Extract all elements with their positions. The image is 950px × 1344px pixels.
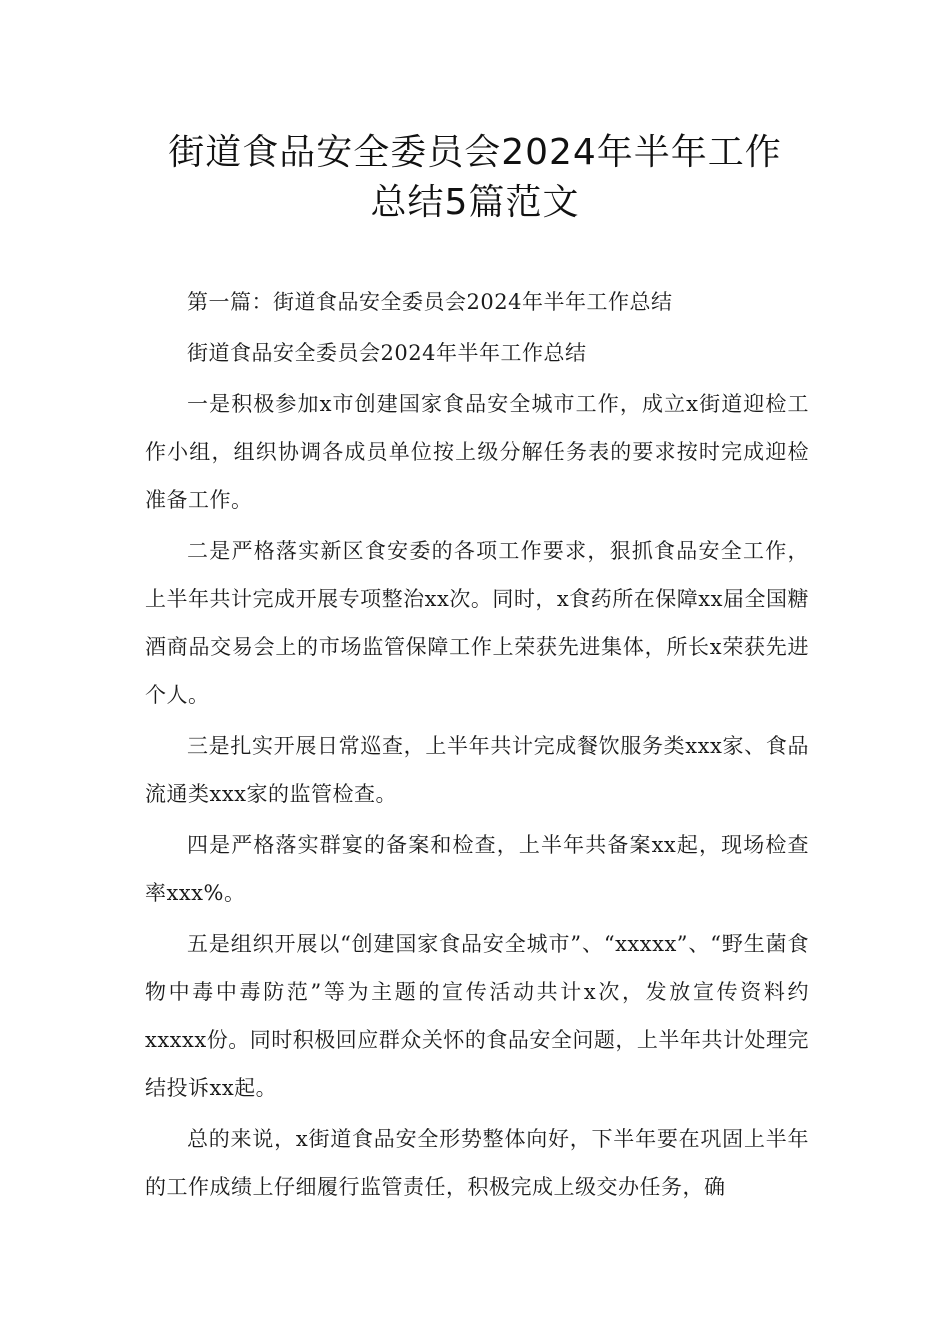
document-body: [145, 278, 809, 1214]
paragraph-item-1: 一是积极参加x市创建国家食品安全城市工作，成立x街道迎检工作小组，组织协调各成员单位按上级分解任务表的要求按时完成迎检准备工作。: [145, 392, 809, 512]
paragraph-item-5: 五是组织开展以“创建国家食品安全城市”、“xxxxx”、“野生菌食物中毒中毒防范”等为主题的宣传活动共计x次，发放宣传资料约xxxxx份。同时积极回应群众关怀的食品安全问题，上半年共计处理完结投诉xx起。: [145, 932, 809, 1100]
paragraph-chapter-heading: 第一篇：街道食品安全委员会2024年半年工作总结: [187, 290, 673, 314]
document-title: [100, 128, 850, 228]
paragraph-summary: 总的来说，x街道食品安全形势整体向好，下半年要在巩固上半年的工作成绩上仔细履行监管责任，积极完成上级交办任务，确: [145, 1127, 809, 1199]
paragraph-subheading: 街道食品安全委员会2024年半年工作总结: [187, 341, 587, 365]
title-line-1: 街道食品安全委员会2024年半年工作: [168, 132, 782, 173]
title-line-2: 总结5篇范文: [370, 182, 580, 223]
paragraph-item-3: 三是扎实开展日常巡查，上半年共计完成餐饮服务类xxx家、食品流通类xxx家的监管检查。: [145, 734, 809, 806]
paragraph-item-2: 二是严格落实新区食安委的各项工作要求，狠抓食品安全工作，上半年共计完成开展专项整治xx次。同时，x食药所在保障xx届全国糖酒商品交易会上的市场监管保障工作上荣获先进集体，所长x荣获先进个人。: [145, 539, 809, 707]
paragraph-item-4: 四是严格落实群宴的备案和检查，上半年共备案xx起，现场检查率xxx%。: [145, 833, 809, 905]
